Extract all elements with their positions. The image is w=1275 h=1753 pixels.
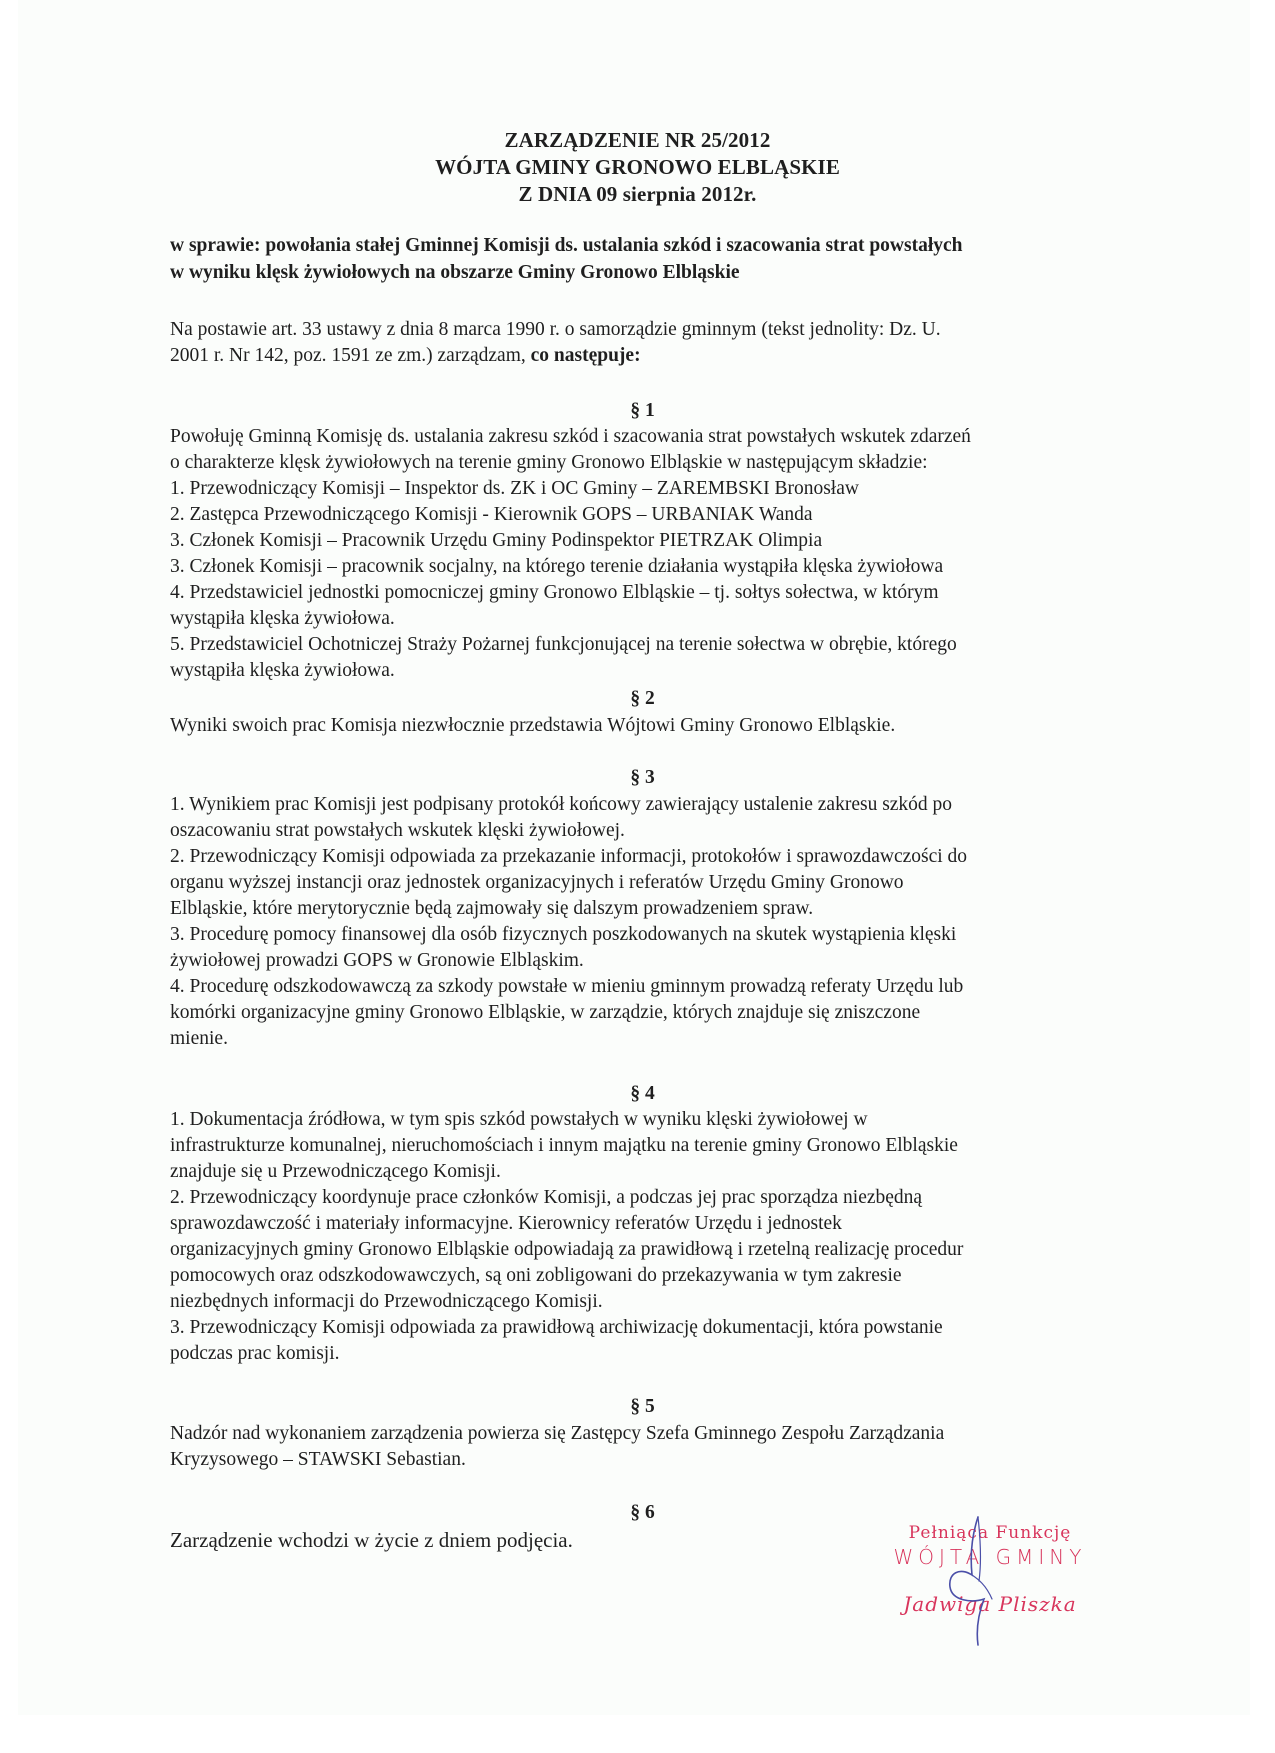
section-3-line: 3. Procedurę pomocy finansowej dla osób fizycznych poszkodowanych na skutek wystąpienia klęski bbox=[170, 924, 957, 945]
section-1-line: 3. Członek Komisji – Pracownik Urzędu Gminy Podinspektor PIETRZAK Olimpia bbox=[170, 530, 823, 551]
section-2-line: Wyniki swoich prac Komisja niezwłocznie przedstawia Wójtowi Gminy Gronowo Elbląskie. bbox=[170, 715, 896, 736]
section-1-line: 1. Przewodniczący Komisji – Inspektor ds. ZK i OC Gminy – ZAREMBSKI Bronosław bbox=[170, 478, 859, 499]
section-heading-1: § 1 bbox=[630, 400, 655, 421]
section-4-line: sprawozdawczość i materiały informacyjne. Kierownicy referatów Urzędu i jednostek bbox=[170, 1213, 842, 1234]
official-stamp bbox=[860, 1515, 1120, 1650]
section-4-line: organizacyjnych gminy Gronowo Elbląskie odpowiadają za prawidłową i rzetelną realizację procedur bbox=[170, 1239, 964, 1260]
section-3-line: 2. Przewodniczący Komisji odpowiada za przekazanie informacji, protokołów i sprawozdawczości do bbox=[170, 846, 968, 867]
section-1-line: wystąpiła klęska żywiołowa. bbox=[170, 660, 395, 681]
section-1-line: 5. Przedstawiciel Ochotniczej Straży Pożarnej funkcjonującej na terenie sołectwa w obrębie, którego bbox=[170, 634, 957, 655]
section-4-line: 3. Przewodniczący Komisji odpowiada za prawidłową archiwizację dokumentacji, która powstanie bbox=[170, 1317, 943, 1338]
document-issuer: WÓJTA GMINY GRONOWO ELBLĄSKIE bbox=[435, 155, 840, 179]
preamble-text: 2001 r. Nr 142, poz. 1591 ze zm.) zarządzam, bbox=[170, 345, 531, 366]
subject-line: w wyniku klęsk żywiołowych na obszarze Gminy Gronowo Elbląskie bbox=[170, 262, 740, 283]
section-heading-3: § 3 bbox=[630, 767, 655, 788]
preamble-line: Na postawie art. 33 ustawy z dnia 8 marca 1990 r. o samorządzie gminnym (tekst jednolity: Dz. U. bbox=[170, 319, 941, 340]
section-4-line: 1. Dokumentacja źródłowa, w tym spis szkód powstałych w wyniku klęski żywiołowej w bbox=[170, 1109, 868, 1130]
section-heading-6: § 6 bbox=[630, 1502, 655, 1523]
section-3-line: mienie. bbox=[170, 1028, 228, 1049]
section-3-line: 1. Wynikiem prac Komisji jest podpisany protokół końcowy zawierający ustalenie zakresu szkód po bbox=[170, 794, 953, 815]
section-4-line: niezbędnych informacji do Przewodniczącego Komisji. bbox=[170, 1291, 603, 1312]
preamble-colon: : bbox=[634, 345, 641, 366]
section-1-line: 3. Członek Komisji – pracownik socjalny, na którego terenie działania wystąpiła klęska żywiołowa bbox=[170, 556, 944, 577]
section-3-line: komórki organizacyjne gminy Gronowo Elbląskie, w zarządzie, których znajduje się zniszczone bbox=[170, 1002, 921, 1023]
section-1-line: o charakterze klęsk żywiołowych na terenie gminy Gronowo Elbląskie w następującym składzie: bbox=[170, 452, 928, 473]
section-4-line: infrastrukturze komunalnej, nieruchomościach i innym majątku na terenie gminy Gronowo Elbląskie bbox=[170, 1135, 958, 1156]
section-4-line: podczas prac komisji. bbox=[170, 1343, 340, 1364]
document-date: Z DNIA 09 sierpnia 2012r. bbox=[518, 182, 757, 206]
section-heading-4: § 4 bbox=[630, 1083, 655, 1104]
preamble-line bbox=[170, 344, 641, 368]
preamble-bold-text: co następuje bbox=[530, 345, 635, 366]
section-heading-5: § 5 bbox=[630, 1396, 655, 1417]
section-3-line: organu wyższej instancji oraz jednostek organizacyjnych i referatów Urzędu Gminy Gronowo bbox=[170, 872, 904, 893]
handwritten-signature bbox=[860, 1515, 1120, 1650]
section-4-line: 2. Przewodniczący koordynuje prace członków Komisji, a podczas jej prac sporządza niezbędną bbox=[170, 1187, 923, 1208]
section-1-line: wystąpiła klęska żywiołowa. bbox=[170, 608, 395, 629]
section-3-line: oszacowaniu strat powstałych wskutek klęski żywiołowej. bbox=[170, 820, 625, 841]
section-4-line: pomocowych oraz odszkodowawczych, są oni zobligowani do przekazywania w tym zakresie bbox=[170, 1265, 902, 1286]
section-3-line: 4. Procedurę odszkodowawczą za szkody powstałe w mieniu gminnym prowadzą referaty Urzędu lub bbox=[170, 976, 964, 997]
stamp-role-text: Pełniąca Funkcję bbox=[908, 1523, 1072, 1543]
section-heading-2: § 2 bbox=[630, 688, 655, 709]
stamp-office-text: WÓJTA GMINY bbox=[893, 1545, 1087, 1569]
stamp-name-text: Jadwiga Pliszka bbox=[903, 1592, 1077, 1616]
section-1-line: Powołuję Gminną Komisję ds. ustalania zakresu szkód i szacowania strat powstałych wskutek zdarzeń bbox=[170, 426, 971, 447]
document-title: ZARZĄDZENIE NR 25/2012 bbox=[504, 128, 771, 152]
section-1-line: 4. Przedstawiciel jednostki pomocniczej gminy Gronowo Elbląskie – tj. sołtys sołectwa, w którym bbox=[170, 582, 939, 603]
section-4-line: znajduje się u Przewodniczącego Komisji. bbox=[170, 1161, 501, 1182]
section-6-line: Zarządzenie wchodzi w życie z dniem podjęcia. bbox=[170, 1528, 573, 1552]
section-5-line: Kryzysowego – STAWSKI Sebastian. bbox=[170, 1449, 466, 1470]
section-1-line: 2. Zastępca Przewodniczącego Komisji - Kierownik GOPS – URBANIAK Wanda bbox=[170, 504, 813, 525]
subject-line: w sprawie: powołania stałej Gminnej Komisji ds. ustalania szkód i szacowania strat powstałych bbox=[170, 235, 963, 256]
section-3-line: żywiołowej prowadzi GOPS w Gronowie Elbląskim. bbox=[170, 950, 584, 971]
section-3-line: Elbląskie, które merytorycznie będą zajmowały się dalszym prowadzeniem spraw. bbox=[170, 898, 814, 919]
section-5-line: Nadzór nad wykonaniem zarządzenia powierza się Zastępcy Szefa Gminnego Zespołu Zarządzania bbox=[170, 1423, 945, 1444]
